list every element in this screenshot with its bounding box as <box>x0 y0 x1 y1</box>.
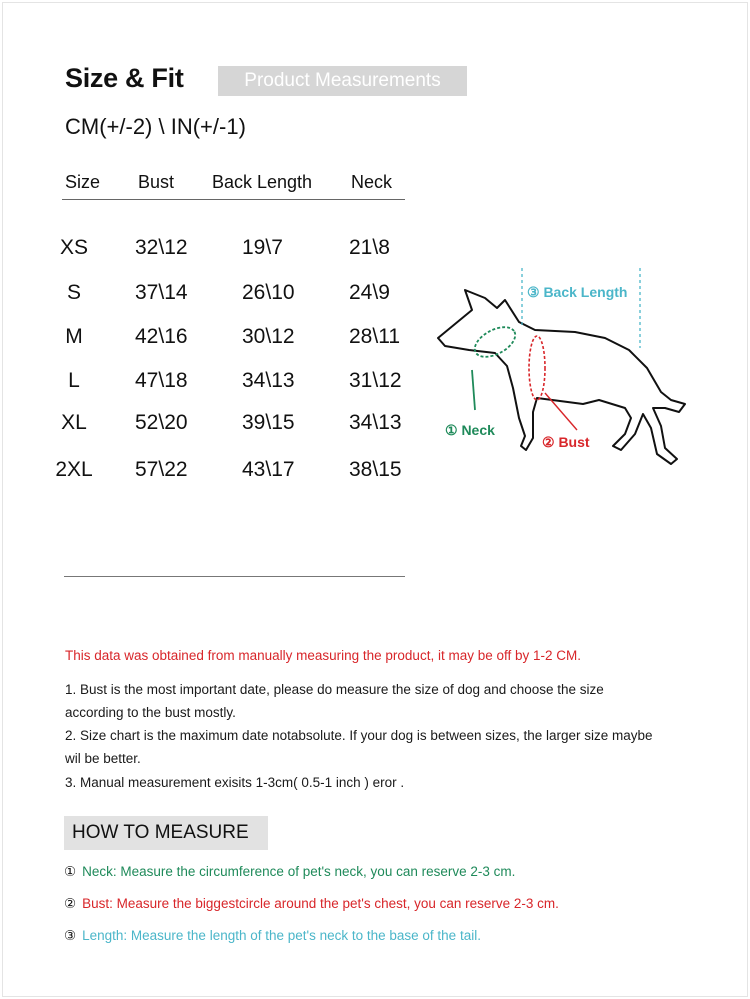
size-cell: XS <box>59 236 88 259</box>
page-title: Size & Fit <box>65 63 184 93</box>
step-number: ① <box>64 864 77 879</box>
step-text: Bust: Measure the biggestcircle around the pet's chest, you can reserve 2-3 cm. <box>82 896 559 911</box>
back-length-cell: 34\13 <box>242 369 295 392</box>
step-text: Neck: Measure the circumference of pet's neck, you can reserve 2-3 cm. <box>82 864 516 879</box>
back-length-cell: 19\7 <box>242 236 283 259</box>
column-header-neck: Neck <box>351 172 393 192</box>
back-length-cell: 26\10 <box>242 281 295 304</box>
neck-cell: 24\9 <box>349 281 390 304</box>
product-measurements-badge: Product Measurements <box>218 66 467 96</box>
neck-pointer-line <box>472 370 475 410</box>
table-row <box>0 411 420 441</box>
note-item: 2. Size chart is the maximum date notabsolute. If your dog is between sizes, the larger size maybe wil be better. <box>65 728 653 766</box>
measure-step-neck <box>64 864 515 880</box>
step-number: ② <box>64 896 77 911</box>
step-number: ③ <box>64 928 77 943</box>
column-header-bust: Bust <box>138 172 175 192</box>
bust-cell: 52\20 <box>135 411 188 434</box>
table-row <box>0 236 420 266</box>
table-row <box>0 458 420 488</box>
size-cell: L <box>68 369 80 392</box>
header-divider <box>62 199 405 200</box>
step-text: Length: Measure the length of the pet's neck to the base of the tail. <box>82 928 481 943</box>
table-bottom-divider <box>64 576 405 577</box>
size-cell: XL <box>61 411 87 434</box>
table-row <box>0 281 420 311</box>
size-cell: M <box>65 325 83 348</box>
column-header-back-length: Back Length <box>212 172 313 192</box>
table-row <box>0 369 420 399</box>
bust-label: ② Bust <box>542 434 590 450</box>
neck-label: ① Neck <box>445 422 495 438</box>
bust-cell: 57\22 <box>135 458 188 481</box>
neck-cell: 34\13 <box>349 411 402 434</box>
measurement-disclaimer: This data was obtained from manually measuring the product, it may be off by 1-2 CM. <box>65 648 581 663</box>
bust-cell: 37\14 <box>135 281 188 304</box>
neck-cell: 28\11 <box>349 325 400 348</box>
units-caption: CM(+/-2) \ IN(+/-1) <box>65 114 246 139</box>
bust-cell: 42\16 <box>135 325 188 348</box>
back-length-cell: 30\12 <box>242 325 295 348</box>
table-row <box>0 325 420 355</box>
back-length-cell: 43\17 <box>242 458 295 481</box>
neck-cell: 38\15 <box>349 458 402 481</box>
back-length-label: ③ Back Length <box>527 284 628 300</box>
size-cell: 2XL <box>55 458 93 481</box>
bust-cell: 47\18 <box>135 369 188 392</box>
measure-step-bust <box>64 896 559 912</box>
size-cell: S <box>66 281 81 304</box>
measure-step-length <box>64 928 481 944</box>
note-item: 1. Bust is the most important date, please do measure the size of dog and choose the size according to the bust mostly. <box>65 682 604 720</box>
note-item: 3. Manual measurement exisits 1-3cm( 0.5-1 inch ) eror . <box>65 775 405 790</box>
column-header-size: Size <box>65 172 101 192</box>
neck-cell: 31\12 <box>349 369 402 392</box>
dog-measurement-diagram <box>425 258 705 478</box>
neck-cell: 21\8 <box>349 236 390 259</box>
how-to-measure-heading: HOW TO MEASURE <box>64 816 268 850</box>
back-length-cell: 39\15 <box>242 411 295 434</box>
bust-cell: 32\12 <box>135 236 188 259</box>
